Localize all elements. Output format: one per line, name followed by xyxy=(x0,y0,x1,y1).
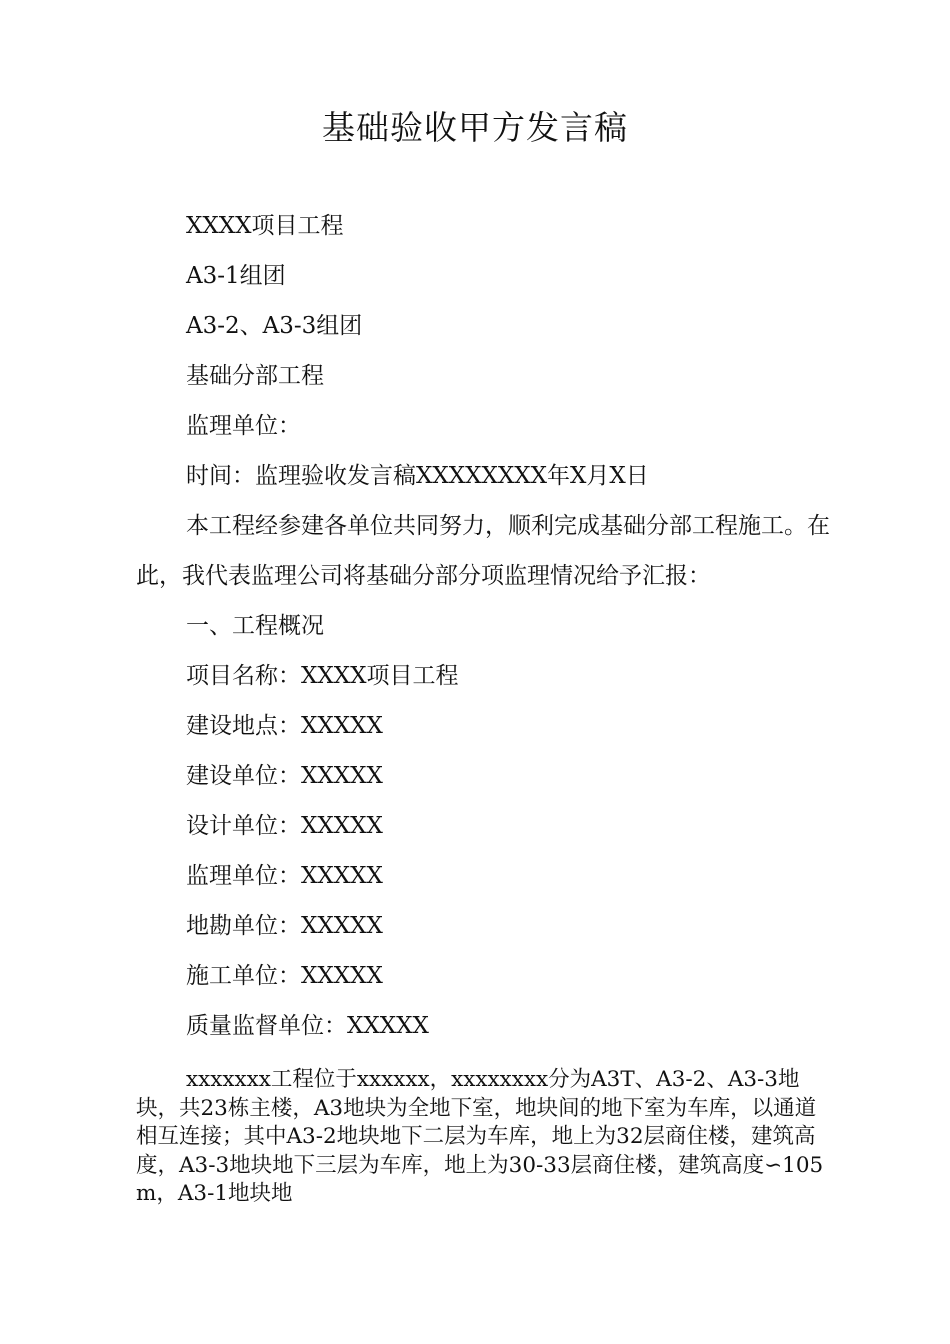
overview-item-project-name: 项目名称：XXXX项目工程 xyxy=(186,663,459,689)
header-line-subproject: 基础分部工程 xyxy=(186,363,324,389)
body-paragraph: xxxxxxx工程位于xxxxxx，xxxxxxxx分为A3T、A3-2、A3-3地块，共23栋主楼，A3地块为全地下室，地块间的地下室为车库，以通道相互连接；其中A3-2地块地下二层为车库，地上为32层商住楼，建筑高度，A3-3地块地下三层为车库，地上为30-33层商住楼，建筑高度∽105m，A3-1地块地 xyxy=(136,1067,824,1206)
overview-item-supervisor: 监理单位：XXXXX xyxy=(186,863,383,889)
section-heading: 一、工程概况 xyxy=(186,613,324,639)
overview-item-location: 建设地点：XXXXX xyxy=(186,713,383,739)
overview-item-survey: 地勘单位：XXXXX xyxy=(186,913,383,939)
document-title: 基础验收甲方发言稿 xyxy=(322,108,628,147)
overview-item-contractor: 施工单位：XXXXX xyxy=(186,963,383,989)
header-line-group-a3-2-3: A3-2、A3-3组团 xyxy=(186,313,363,339)
header-line-supervisor: 监理单位： xyxy=(186,413,301,439)
header-line-group-a3-1: A3-1组团 xyxy=(186,263,286,289)
overview-item-quality-supervision: 质量监督单位：XXXXX xyxy=(186,1013,429,1039)
overview-item-owner: 建设单位：XXXXX xyxy=(186,763,383,789)
header-line-project: XXXX项目工程 xyxy=(186,213,344,239)
overview-item-designer: 设计单位：XXXXX xyxy=(186,813,383,839)
intro-paragraph: 本工程经参建各单位共同努力，顺利完成基础分部工程施工。在此，我代表监理公司将基础分部分项监理情况给予汇报： xyxy=(136,513,830,589)
header-line-date: 时间：监理验收发言稿XXXXXXXX年X月X日 xyxy=(186,463,649,489)
